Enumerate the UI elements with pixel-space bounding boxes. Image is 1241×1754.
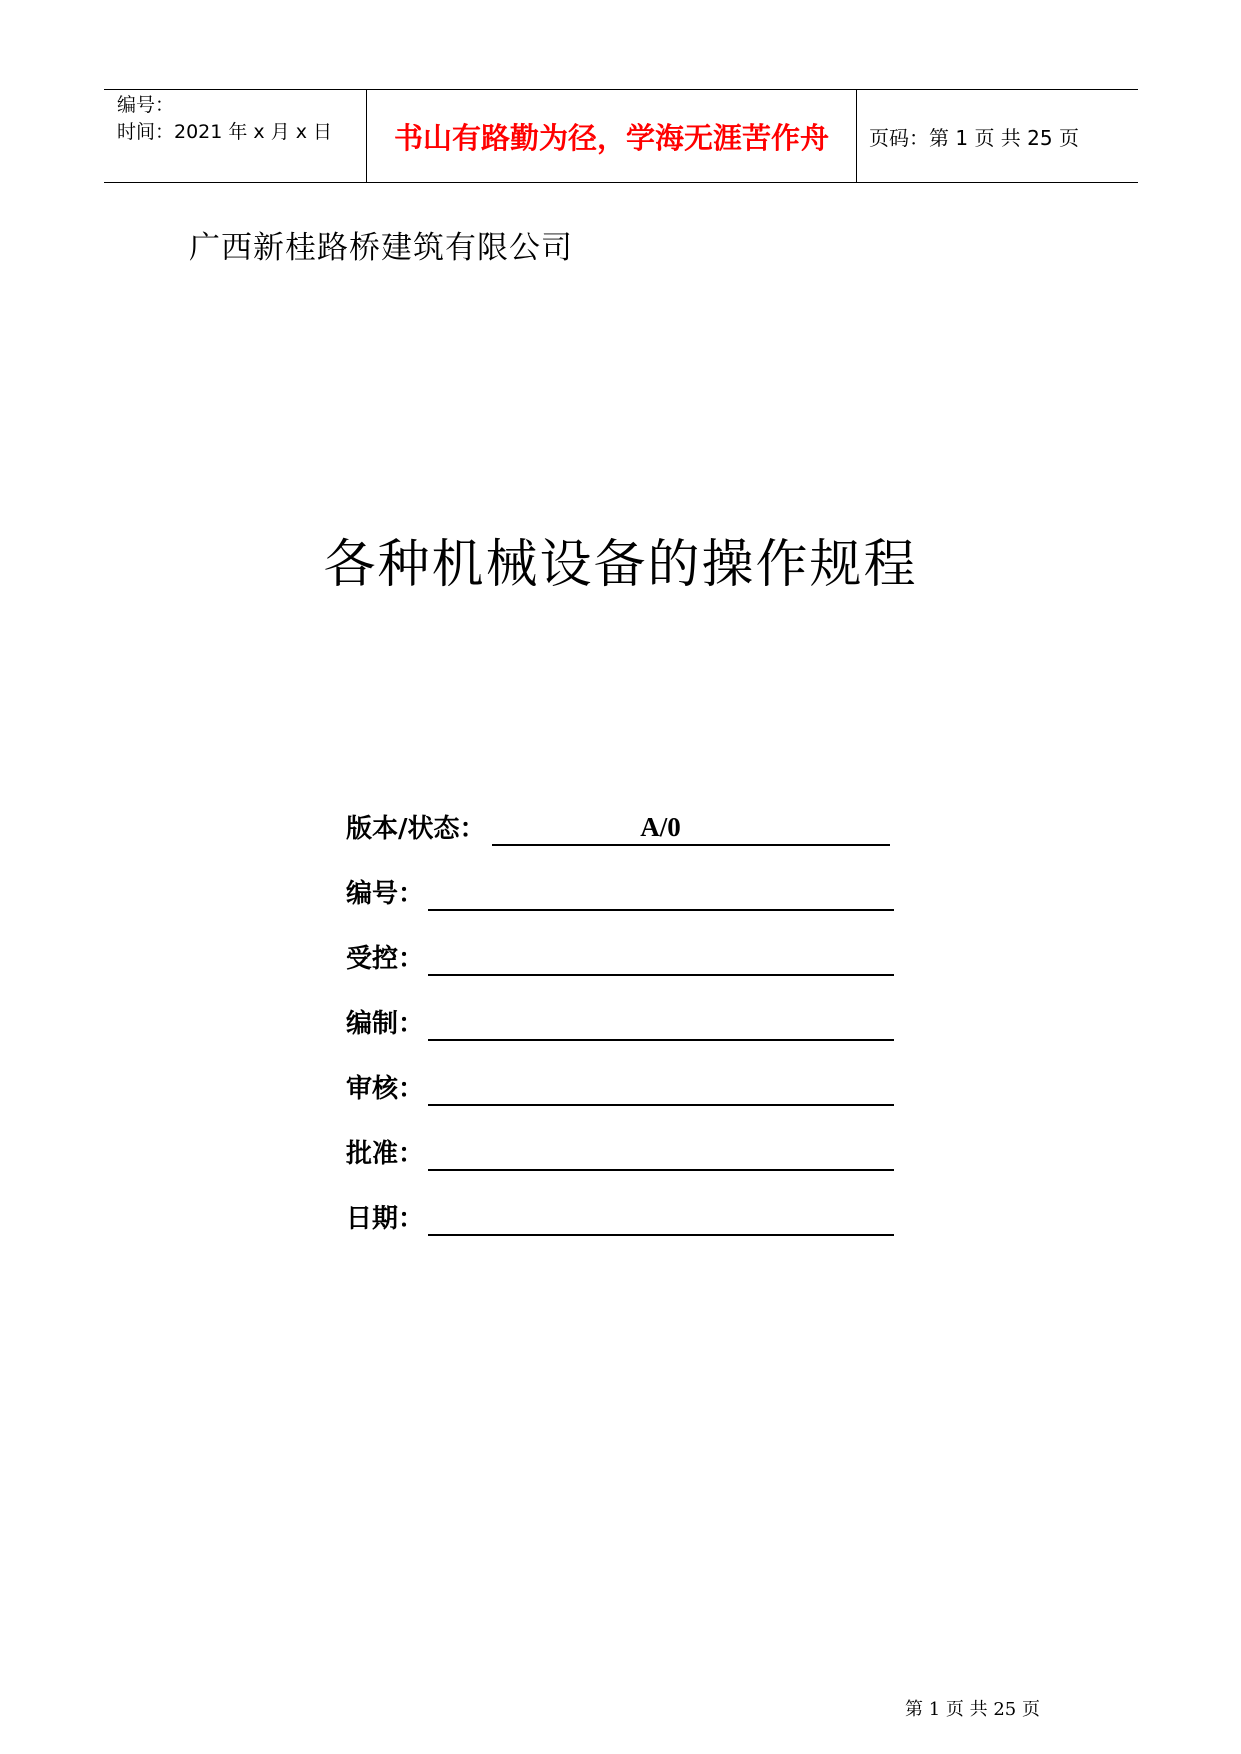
field-version-label: 版本/状态：: [346, 814, 486, 844]
field-number-label: 编号：: [346, 879, 425, 909]
header-time: 时间：2021 年 x 月 x 日: [117, 121, 333, 143]
header-left-cell: [104, 90, 367, 182]
field-reviewed-label: 审核：: [346, 1074, 425, 1104]
field-approved-line: [428, 1137, 894, 1171]
field-compiled: [346, 1001, 894, 1041]
field-version-value: A/0: [640, 812, 681, 842]
field-version-line: [492, 812, 890, 846]
field-number: [346, 871, 894, 911]
field-reviewed-line: [428, 1072, 894, 1106]
field-version: [346, 806, 890, 846]
document-title: 各种机械设备的操作规程: [323, 535, 918, 595]
header-motto: 书山有路勤为径，学海无涯苦作舟: [393, 120, 829, 155]
field-date-label: 日期：: [346, 1204, 425, 1234]
field-approved: [346, 1131, 894, 1171]
field-date-line: [428, 1202, 894, 1236]
field-controlled-label: 受控：: [346, 944, 425, 974]
header-motto-cell: [367, 90, 857, 182]
page-footer: 第 1 页 共 25 页: [905, 1699, 1040, 1720]
page-header-table: [104, 89, 1138, 183]
field-compiled-label: 编制：: [346, 1009, 425, 1039]
field-controlled-line: [428, 942, 894, 976]
field-approved-label: 批准：: [346, 1139, 425, 1169]
field-number-line: [428, 877, 894, 911]
field-controlled: [346, 936, 894, 976]
header-right-cell: [857, 90, 1138, 182]
header-page-info: 页码：第 1 页 共 25 页: [869, 125, 1079, 150]
company-name: 广西新桂路桥建筑有限公司: [189, 230, 573, 266]
field-reviewed: [346, 1066, 894, 1106]
header-number-label: 编号：: [117, 94, 175, 116]
field-date: [346, 1196, 894, 1236]
field-compiled-line: [428, 1007, 894, 1041]
